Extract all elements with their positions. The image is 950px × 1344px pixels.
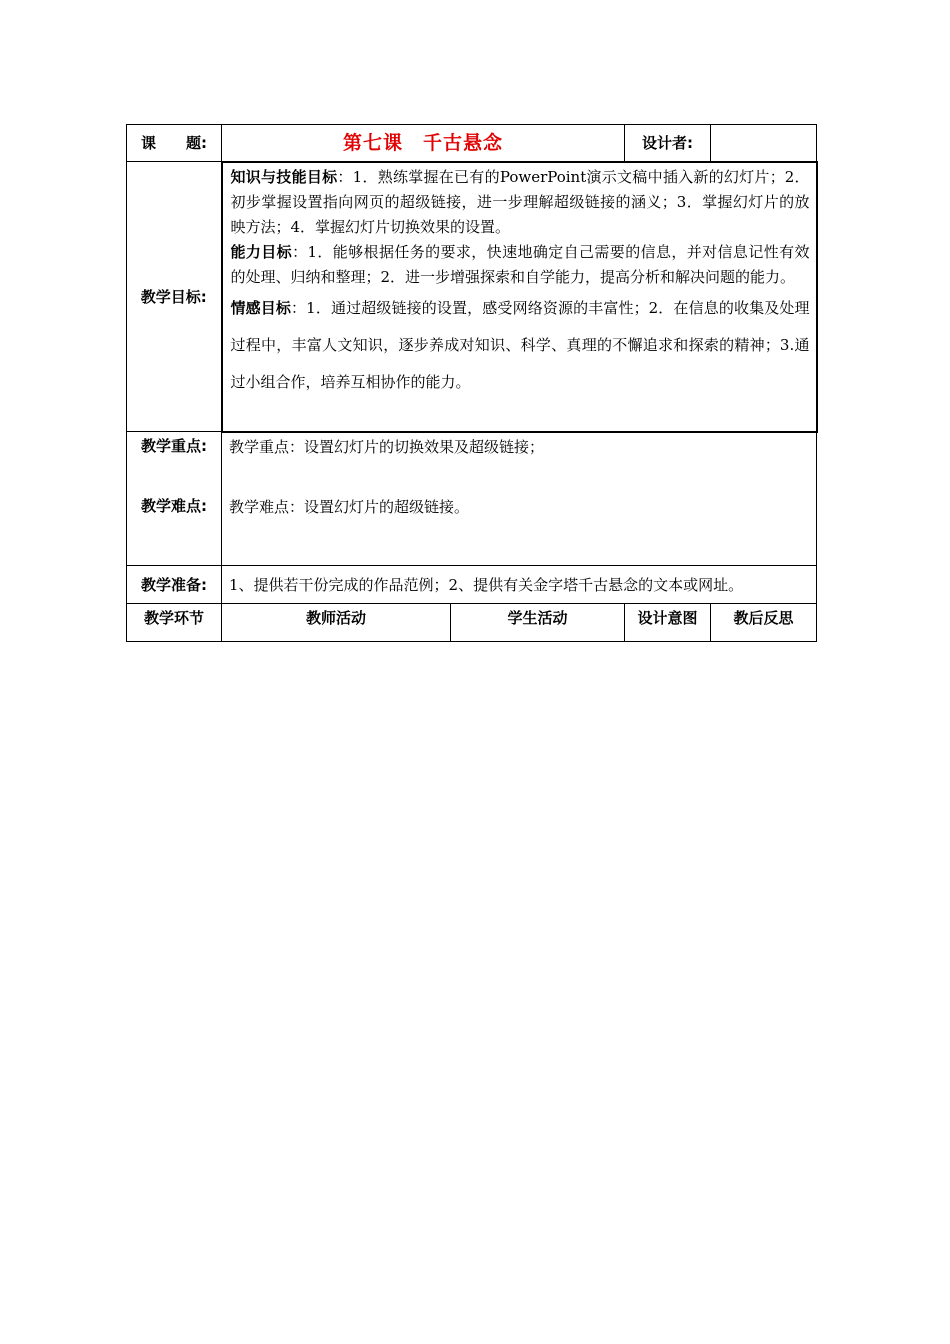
goals-content: [222, 162, 817, 432]
difficulty-text: 教学难点：设置幻灯片的超级链接。: [229, 497, 470, 516]
lesson-title: 第七课 千古悬念: [222, 125, 625, 162]
ability-goal-heading: 能力目标: [230, 242, 293, 261]
topic-label: 课 题:: [127, 125, 222, 162]
focus-label: 教学重点:: [141, 437, 207, 455]
key-points-row: [127, 432, 817, 566]
preparation-text: 1、提供若干份完成的作品范例；2、提供有关金字塔千古悬念的文本或网址。: [222, 566, 817, 604]
column-student-activity: 学生活动: [451, 604, 625, 642]
key-points-content: [222, 432, 817, 566]
designer-label: 设计者:: [625, 125, 711, 162]
lesson-plan-table: [126, 124, 818, 642]
preparation-label: 教学准备:: [127, 566, 222, 604]
designer-value: [711, 125, 817, 162]
ability-goal-text: ：1．能够根据任务的要求，快速地确定自己需要的信息，并对信息记性有效的处理、归纳和整理；2．进一步增强探索和自学能力，提高分析和解决问题的能力。: [230, 242, 810, 286]
knowledge-goal-heading: 知识与技能目标: [230, 167, 338, 186]
knowledge-goal-text: ：1．熟练掌握在已有的PowerPoint演示文稿中插入新的幻灯片；2．初步掌握设置指向网页的超级链接，进一步理解超级链接的涵义；3．掌握幻灯片的放映方法；4．掌握幻灯片切换效果的设置。: [230, 167, 810, 236]
emotion-goal-text: ：1．通过超级链接的设置，感受网络资源的丰富性；2．在信息的收集及处理过程中，丰富人文知识，逐步养成对知识、科学、真理的不懈追求和探索的精神；3.通过小组合作，培养互相协作的能力。: [230, 298, 810, 391]
header-row: [127, 125, 817, 162]
column-reflection: 教后反思: [711, 604, 817, 642]
ability-goal: [231, 240, 810, 290]
focus-text: 教学重点：设置幻灯片的切换效果及超级链接；: [229, 437, 545, 456]
column-stage: 教学环节: [127, 604, 222, 642]
preparation-row: [127, 566, 817, 604]
emotion-goal-heading: 情感目标: [230, 298, 292, 317]
knowledge-goal: [231, 165, 810, 240]
emotion-goal: [231, 290, 810, 401]
difficulty-label: 教学难点:: [141, 497, 207, 515]
column-teacher-activity: 教师活动: [222, 604, 451, 642]
column-header-row: [127, 604, 817, 642]
goals-row: [127, 162, 817, 432]
column-design-intent: 设计意图: [625, 604, 711, 642]
goals-label: 教学目标:: [127, 162, 222, 432]
key-points-labels: [127, 432, 222, 566]
